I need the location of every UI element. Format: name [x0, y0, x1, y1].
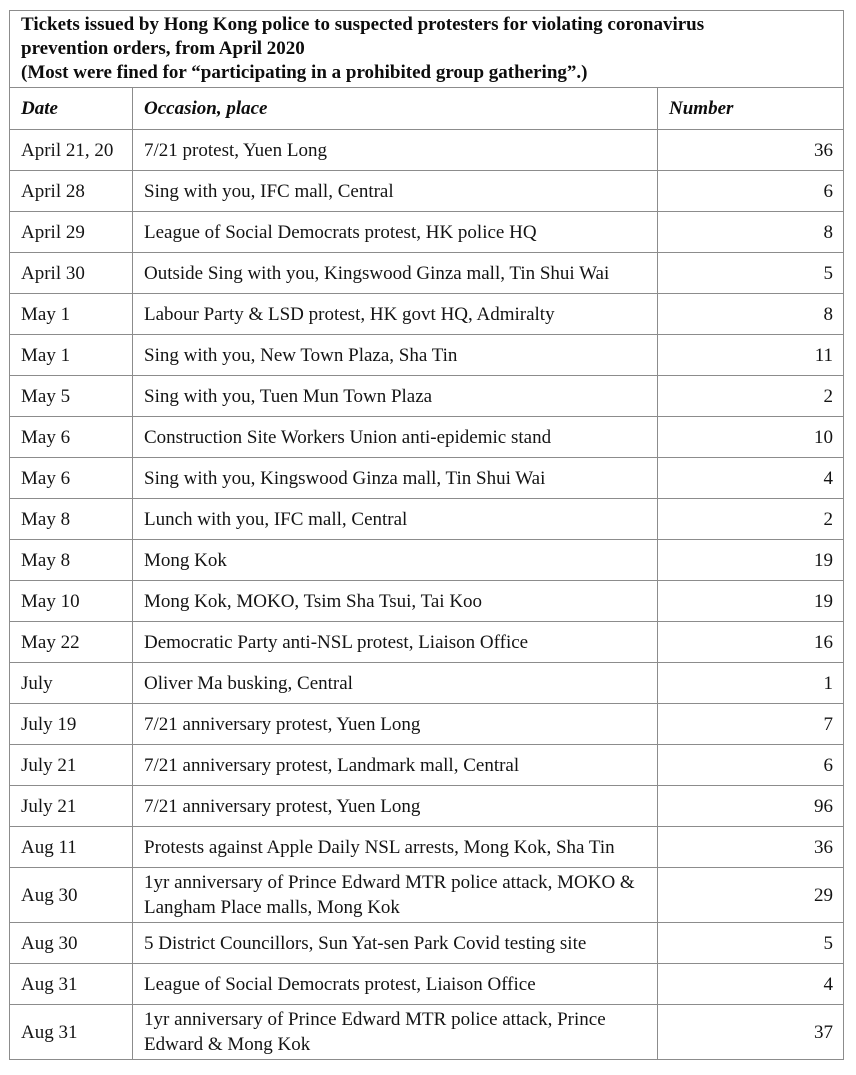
column-header-number: Number	[658, 88, 844, 130]
table-title-line-1: Tickets issued by Hong Kong police to suspected protesters for violating coronavirus	[21, 14, 705, 35]
occasion-cell: League of Social Democrats protest, Liaison Office	[133, 964, 658, 1005]
table-row	[10, 704, 844, 745]
table-row	[10, 923, 844, 964]
date-cell: April 29	[10, 212, 133, 253]
date-cell: May 1	[10, 335, 133, 376]
occasion-cell: 7/21 anniversary protest, Yuen Long	[133, 704, 658, 745]
date-cell: Aug 30	[10, 923, 133, 964]
date-cell: May 10	[10, 581, 133, 622]
date-cell: May 1	[10, 294, 133, 335]
table-title-row	[10, 11, 844, 88]
table-body	[10, 130, 844, 1060]
table-row	[10, 827, 844, 868]
date-cell: May 8	[10, 540, 133, 581]
number-cell: 19	[658, 581, 844, 622]
occasion-cell: Labour Party & LSD protest, HK govt HQ, Admiralty	[133, 294, 658, 335]
table-row	[10, 253, 844, 294]
number-cell: 7	[658, 704, 844, 745]
number-cell: 36	[658, 130, 844, 171]
occasion-cell: League of Social Democrats protest, HK police HQ	[133, 212, 658, 253]
number-cell: 11	[658, 335, 844, 376]
date-cell: Aug 31	[10, 1005, 133, 1060]
table-row	[10, 499, 844, 540]
table-row	[10, 786, 844, 827]
occasion-cell: Mong Kok, MOKO, Tsim Sha Tsui, Tai Koo	[133, 581, 658, 622]
tickets-table-container	[9, 10, 843, 1060]
table-row	[10, 130, 844, 171]
table-row	[10, 212, 844, 253]
occasion-cell: Construction Site Workers Union anti-epidemic stand	[133, 417, 658, 458]
table-row	[10, 458, 844, 499]
table-row	[10, 581, 844, 622]
table-row	[10, 335, 844, 376]
occasion-cell: Sing with you, IFC mall, Central	[133, 171, 658, 212]
occasion-cell: 7/21 anniversary protest, Landmark mall, Central	[133, 745, 658, 786]
number-cell: 2	[658, 376, 844, 417]
column-header-date: Date	[10, 88, 133, 130]
number-cell: 4	[658, 458, 844, 499]
table-row	[10, 663, 844, 704]
number-cell: 5	[658, 923, 844, 964]
date-cell: May 8	[10, 499, 133, 540]
table-row	[10, 868, 844, 923]
table-row	[10, 294, 844, 335]
number-cell: 96	[658, 786, 844, 827]
occasion-cell: Sing with you, Tuen Mun Town Plaza	[133, 376, 658, 417]
date-cell: May 22	[10, 622, 133, 663]
column-header-occasion: Occasion, place	[133, 88, 658, 130]
table-title-line-3: (Most were fined for “participating in a prohibited group gathering”.)	[21, 62, 588, 83]
table-header-row	[10, 88, 844, 130]
occasion-cell: Sing with you, Kingswood Ginza mall, Tin Shui Wai	[133, 458, 658, 499]
number-cell: 5	[658, 253, 844, 294]
number-cell: 10	[658, 417, 844, 458]
occasion-cell: Protests against Apple Daily NSL arrests, Mong Kok, Sha Tin	[133, 827, 658, 868]
date-cell: May 6	[10, 458, 133, 499]
date-cell: Aug 30	[10, 868, 133, 923]
table-row	[10, 622, 844, 663]
number-cell: 29	[658, 868, 844, 923]
occasion-cell: 7/21 protest, Yuen Long	[133, 130, 658, 171]
date-cell: July 19	[10, 704, 133, 745]
occasion-cell: Sing with you, New Town Plaza, Sha Tin	[133, 335, 658, 376]
number-cell: 8	[658, 294, 844, 335]
tickets-table	[9, 10, 844, 1060]
number-cell: 2	[658, 499, 844, 540]
date-cell: May 5	[10, 376, 133, 417]
date-cell: April 21, 20	[10, 130, 133, 171]
number-cell: 16	[658, 622, 844, 663]
date-cell: April 28	[10, 171, 133, 212]
number-cell: 4	[658, 964, 844, 1005]
table-row	[10, 745, 844, 786]
date-cell: July 21	[10, 745, 133, 786]
table-row	[10, 1005, 844, 1060]
number-cell: 19	[658, 540, 844, 581]
date-cell: July 21	[10, 786, 133, 827]
table-row	[10, 540, 844, 581]
occasion-cell: 7/21 anniversary protest, Yuen Long	[133, 786, 658, 827]
number-cell: 8	[658, 212, 844, 253]
date-cell: Aug 11	[10, 827, 133, 868]
table-title-cell	[10, 11, 844, 88]
table-row	[10, 417, 844, 458]
date-cell: April 30	[10, 253, 133, 294]
date-cell: July	[10, 663, 133, 704]
number-cell: 6	[658, 745, 844, 786]
number-cell: 6	[658, 171, 844, 212]
table-row	[10, 376, 844, 417]
date-cell: Aug 31	[10, 964, 133, 1005]
occasion-cell: Democratic Party anti-NSL protest, Liaison Office	[133, 622, 658, 663]
occasion-cell: Mong Kok	[133, 540, 658, 581]
occasion-cell: Outside Sing with you, Kingswood Ginza mall, Tin Shui Wai	[133, 253, 658, 294]
occasion-cell: Oliver Ma busking, Central	[133, 663, 658, 704]
number-cell: 36	[658, 827, 844, 868]
occasion-cell: 1yr anniversary of Prince Edward MTR police attack, Prince Edward & Mong Kok	[133, 1005, 658, 1060]
table-row	[10, 171, 844, 212]
occasion-cell: 5 District Councillors, Sun Yat-sen Park Covid testing site	[133, 923, 658, 964]
number-cell: 37	[658, 1005, 844, 1060]
table-row	[10, 964, 844, 1005]
number-cell: 1	[658, 663, 844, 704]
table-title-line-2: prevention orders, from April 2020	[21, 38, 305, 59]
occasion-cell: 1yr anniversary of Prince Edward MTR police attack, MOKO & Langham Place malls, Mong Kok	[133, 868, 658, 923]
date-cell: May 6	[10, 417, 133, 458]
occasion-cell: Lunch with you, IFC mall, Central	[133, 499, 658, 540]
